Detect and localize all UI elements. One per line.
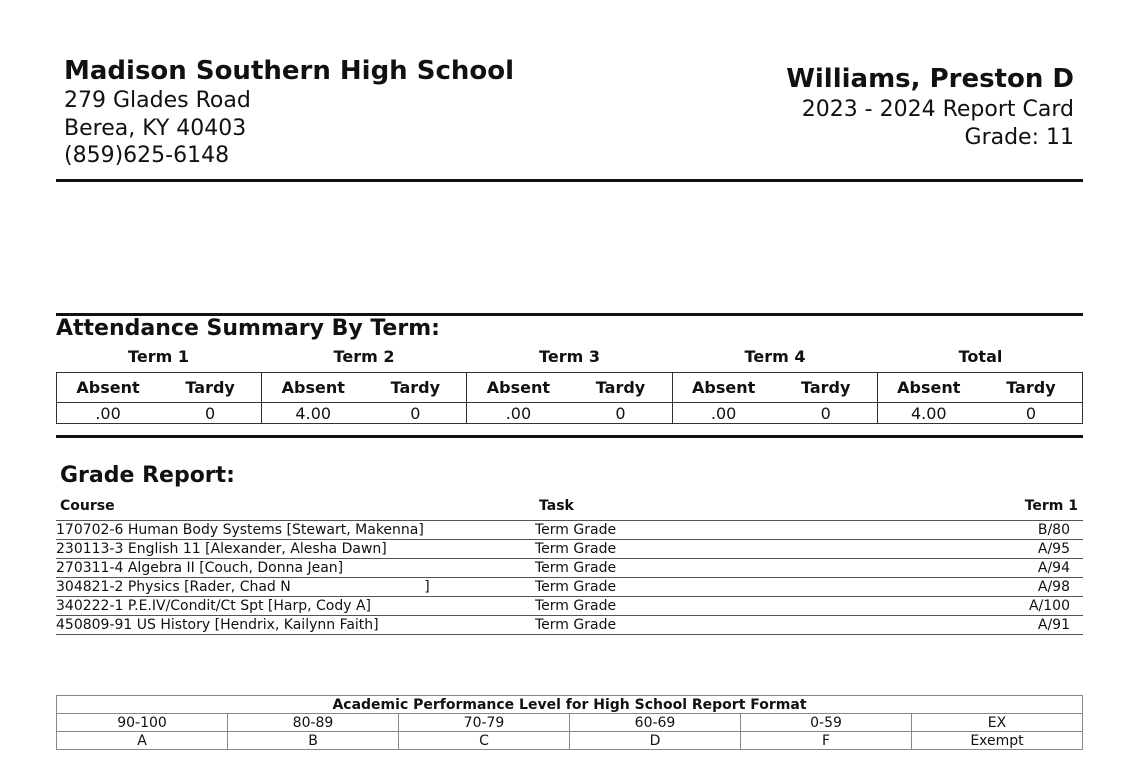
course-name: 170702-6 Human Body Systems [Stewart, Makenna] [56,522,424,538]
scale-range: 80-89 [228,714,399,732]
grade-report-title: Grade Report: [60,463,235,488]
grade-table [56,520,1083,635]
term-1-header: Term 1 [128,347,189,366]
total-header: Total [958,347,1003,366]
course-name: 270311-4 Algebra II [Couch, Donna Jean] [56,560,344,576]
scale-letter: A [57,732,228,750]
task-name: Term Grade [535,598,617,614]
table-row [56,539,1083,558]
school-city: Berea, KY 40403 [64,116,247,141]
term-column-header: Term 1 [1024,498,1078,514]
attendance-bottom-divider [56,435,1083,438]
scale-range: 70-79 [399,714,570,732]
course-name: 450809-91 US History [Hendrix, Kailynn Faith] [56,617,379,633]
tardy-header: Tardy [569,373,672,403]
scale-title-row [57,696,1083,714]
table-row [56,558,1083,577]
scale-letter: Exempt [912,732,1083,750]
scale-title: Academic Performance Level for High School Report Format [57,696,1083,714]
absent-header: Absent [877,373,980,403]
term-2-tardy: 0 [364,403,467,424]
term-1-tardy: 0 [159,403,262,424]
attendance-table [56,372,1083,424]
term-3-tardy: 0 [569,403,672,424]
term-grade: A/91 [1037,617,1070,633]
term-grade: B/80 [1037,522,1070,538]
total-tardy: 0 [980,403,1083,424]
task-name: Term Grade [535,541,617,557]
tardy-header: Tardy [364,373,467,403]
term-1-absent: .00 [57,403,160,424]
absent-header: Absent [57,373,160,403]
task-column-header: Task [539,498,574,514]
scale-range: 90-100 [57,714,228,732]
scale-letter: B [228,732,399,750]
term-2-header: Term 2 [333,347,395,366]
table-row [56,520,1083,539]
term-4-absent: .00 [672,403,775,424]
scale-range: 0-59 [741,714,912,732]
task-name: Term Grade [535,617,617,633]
tardy-header: Tardy [159,373,262,403]
school-name: Madison Southern High School [64,56,515,86]
scale-range-row [57,714,1083,732]
scale-letter: F [741,732,912,750]
performance-scale-table [56,695,1083,750]
course-name: 340222-1 P.E.IV/Condit/Ct Spt [Harp, Cody A] [56,598,372,614]
term-3-absent: .00 [467,403,570,424]
school-phone: (859)625-6148 [64,143,230,168]
scale-letter: C [399,732,570,750]
absent-header: Absent [262,373,365,403]
task-name: Term Grade [535,522,617,538]
course-name: 304821-2 Physics [Rader, Chad N ] [56,579,430,595]
table-row [56,596,1083,615]
attendance-title: Attendance Summary By Term: [56,316,440,341]
term-grade: A/100 [1028,598,1070,614]
absent-header: Absent [467,373,570,403]
header-divider [56,179,1083,182]
scale-range: 60-69 [570,714,741,732]
term-grade: A/94 [1037,560,1070,576]
scale-range: EX [912,714,1083,732]
term-2-absent: 4.00 [262,403,365,424]
course-column-header: Course [60,498,115,514]
tardy-header: Tardy [980,373,1083,403]
student-name: Williams, Preston D [786,64,1074,94]
absent-header: Absent [672,373,775,403]
student-grade: Grade: 11 [964,125,1074,150]
scale-letter: D [570,732,741,750]
report-year: 2023 - 2024 Report Card [801,97,1074,122]
scale-letter-row [57,732,1083,750]
table-row [56,577,1083,596]
term-grade: A/95 [1037,541,1070,557]
task-name: Term Grade [535,560,617,576]
attendance-header-row [57,373,1083,403]
task-name: Term Grade [535,579,617,595]
total-absent: 4.00 [877,403,980,424]
table-row [56,615,1083,635]
term-3-header: Term 3 [539,347,600,366]
attendance-values-row [57,403,1083,424]
term-4-header: Term 4 [744,347,806,366]
term-grade: A/98 [1037,579,1070,595]
course-name: 230113-3 English 11 [Alexander, Alesha Dawn] [56,541,387,557]
school-address: 279 Glades Road [64,88,251,113]
term-4-tardy: 0 [775,403,878,424]
tardy-header: Tardy [775,373,878,403]
